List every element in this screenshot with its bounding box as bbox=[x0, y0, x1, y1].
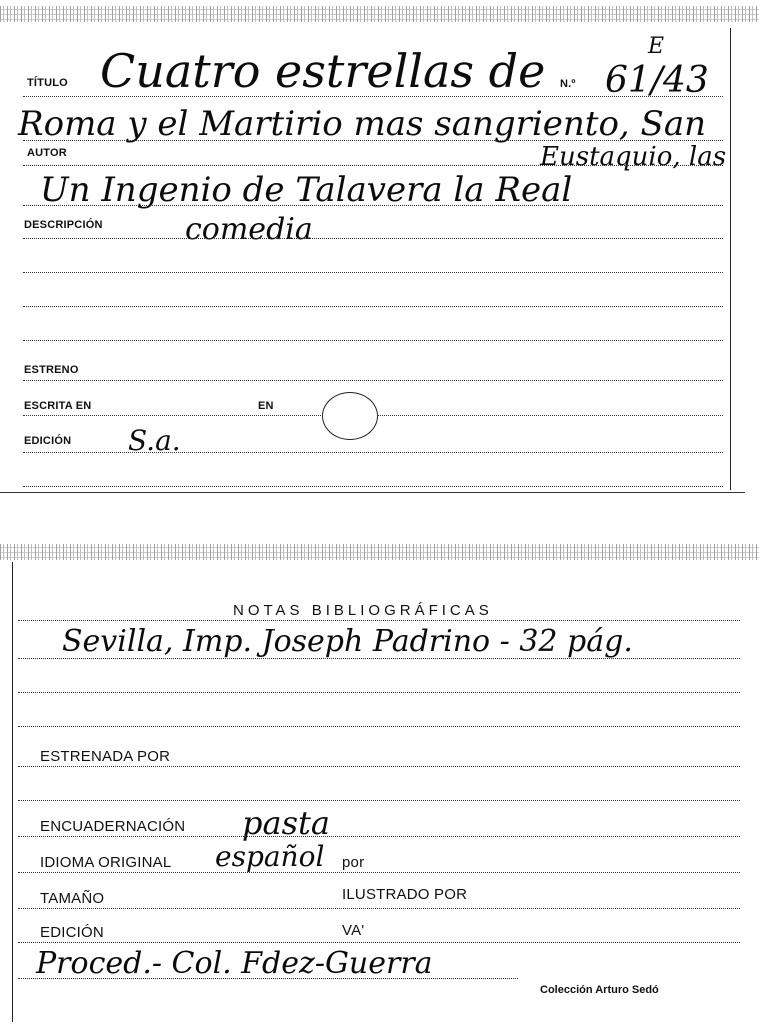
tamano-line bbox=[18, 908, 740, 909]
notas-line bbox=[18, 620, 740, 621]
encuadernacion-label: ENCUADERNACIÓN bbox=[40, 818, 186, 835]
estrenada-line bbox=[18, 766, 740, 767]
line-2 bbox=[23, 140, 723, 141]
card-edge-noise bbox=[0, 544, 759, 560]
escrita-en-label: ESCRITA EN bbox=[24, 400, 92, 412]
ilustrado-por-label: ILUSTRADO POR bbox=[342, 886, 468, 903]
edicion-line bbox=[23, 452, 723, 453]
numero-label: N.º bbox=[560, 78, 576, 90]
bottom-line bbox=[23, 486, 723, 487]
card-edge-noise bbox=[0, 6, 759, 22]
titulo-handwritten: Cuatro estrellas de bbox=[100, 44, 546, 98]
numero-handwritten: 61/43 bbox=[605, 60, 709, 101]
idioma-original-label: IDIOMA ORIGINAL bbox=[40, 854, 172, 871]
estreno-label: ESTRENO bbox=[24, 364, 79, 376]
blank-line-3 bbox=[23, 340, 723, 341]
descripcion-line bbox=[23, 238, 723, 239]
edicion-label-2: EDICIÓN bbox=[40, 924, 104, 941]
titulo-handwritten-3: Eustaquio, las bbox=[540, 142, 727, 172]
titulo-line bbox=[23, 96, 723, 97]
edicion-handwritten: S.a. bbox=[128, 424, 181, 457]
numero-prefix: E bbox=[648, 34, 665, 59]
descripcion-handwritten: comedia bbox=[185, 212, 313, 247]
encuadernacion-handwritten: pasta bbox=[242, 804, 330, 842]
punch-hole bbox=[322, 392, 378, 440]
estreno-line bbox=[23, 380, 723, 381]
en-label: EN bbox=[258, 400, 274, 412]
line-4 bbox=[23, 205, 723, 206]
titulo-label: TÍTULO bbox=[27, 77, 68, 89]
por-label: por bbox=[342, 854, 365, 871]
idioma-line bbox=[18, 872, 740, 873]
collection-credit: Colección Arturo Sedó bbox=[540, 984, 659, 996]
blank-line-1 bbox=[23, 272, 723, 273]
autor-label: AUTOR bbox=[27, 147, 67, 159]
procedencia-handwritten: Proced.- Col. Fdez-Guerra bbox=[36, 946, 433, 981]
card-bottom-edge bbox=[0, 492, 745, 493]
descripcion-label: DESCRIPCIÓN bbox=[24, 219, 103, 231]
estrenada-por-label: ESTRENADA POR bbox=[40, 748, 171, 765]
card-right-border bbox=[730, 28, 731, 490]
card-left-border bbox=[12, 562, 13, 1022]
notas-bibliograficas-heading: NOTAS BIBLIOGRÁFICAS bbox=[233, 602, 493, 619]
notas-line-3 bbox=[18, 692, 740, 693]
last-line bbox=[18, 978, 518, 979]
encuadernacion-line bbox=[18, 836, 740, 837]
idioma-handwritten: español bbox=[215, 840, 325, 873]
edicion-line-2 bbox=[18, 942, 740, 943]
catalog-card-front bbox=[0, 0, 759, 495]
catalog-card-back bbox=[0, 540, 759, 1028]
notas-handwritten: Sevilla, Imp. Joseph Padrino - 32 pág. bbox=[62, 624, 633, 659]
va-label: VA' bbox=[342, 922, 365, 939]
blank-line-2 bbox=[23, 306, 723, 307]
tamano-label: TAMAÑO bbox=[40, 890, 105, 907]
blank-line bbox=[18, 800, 740, 801]
autor-handwritten: Un Ingenio de Talavera la Real bbox=[40, 170, 573, 210]
autor-line bbox=[23, 165, 723, 166]
notas-line-2 bbox=[18, 658, 740, 659]
titulo-handwritten-2: Roma y el Martirio mas sangriento, San bbox=[18, 104, 706, 144]
notas-line-4 bbox=[18, 726, 740, 727]
edicion-label: EDICIÓN bbox=[24, 435, 72, 447]
